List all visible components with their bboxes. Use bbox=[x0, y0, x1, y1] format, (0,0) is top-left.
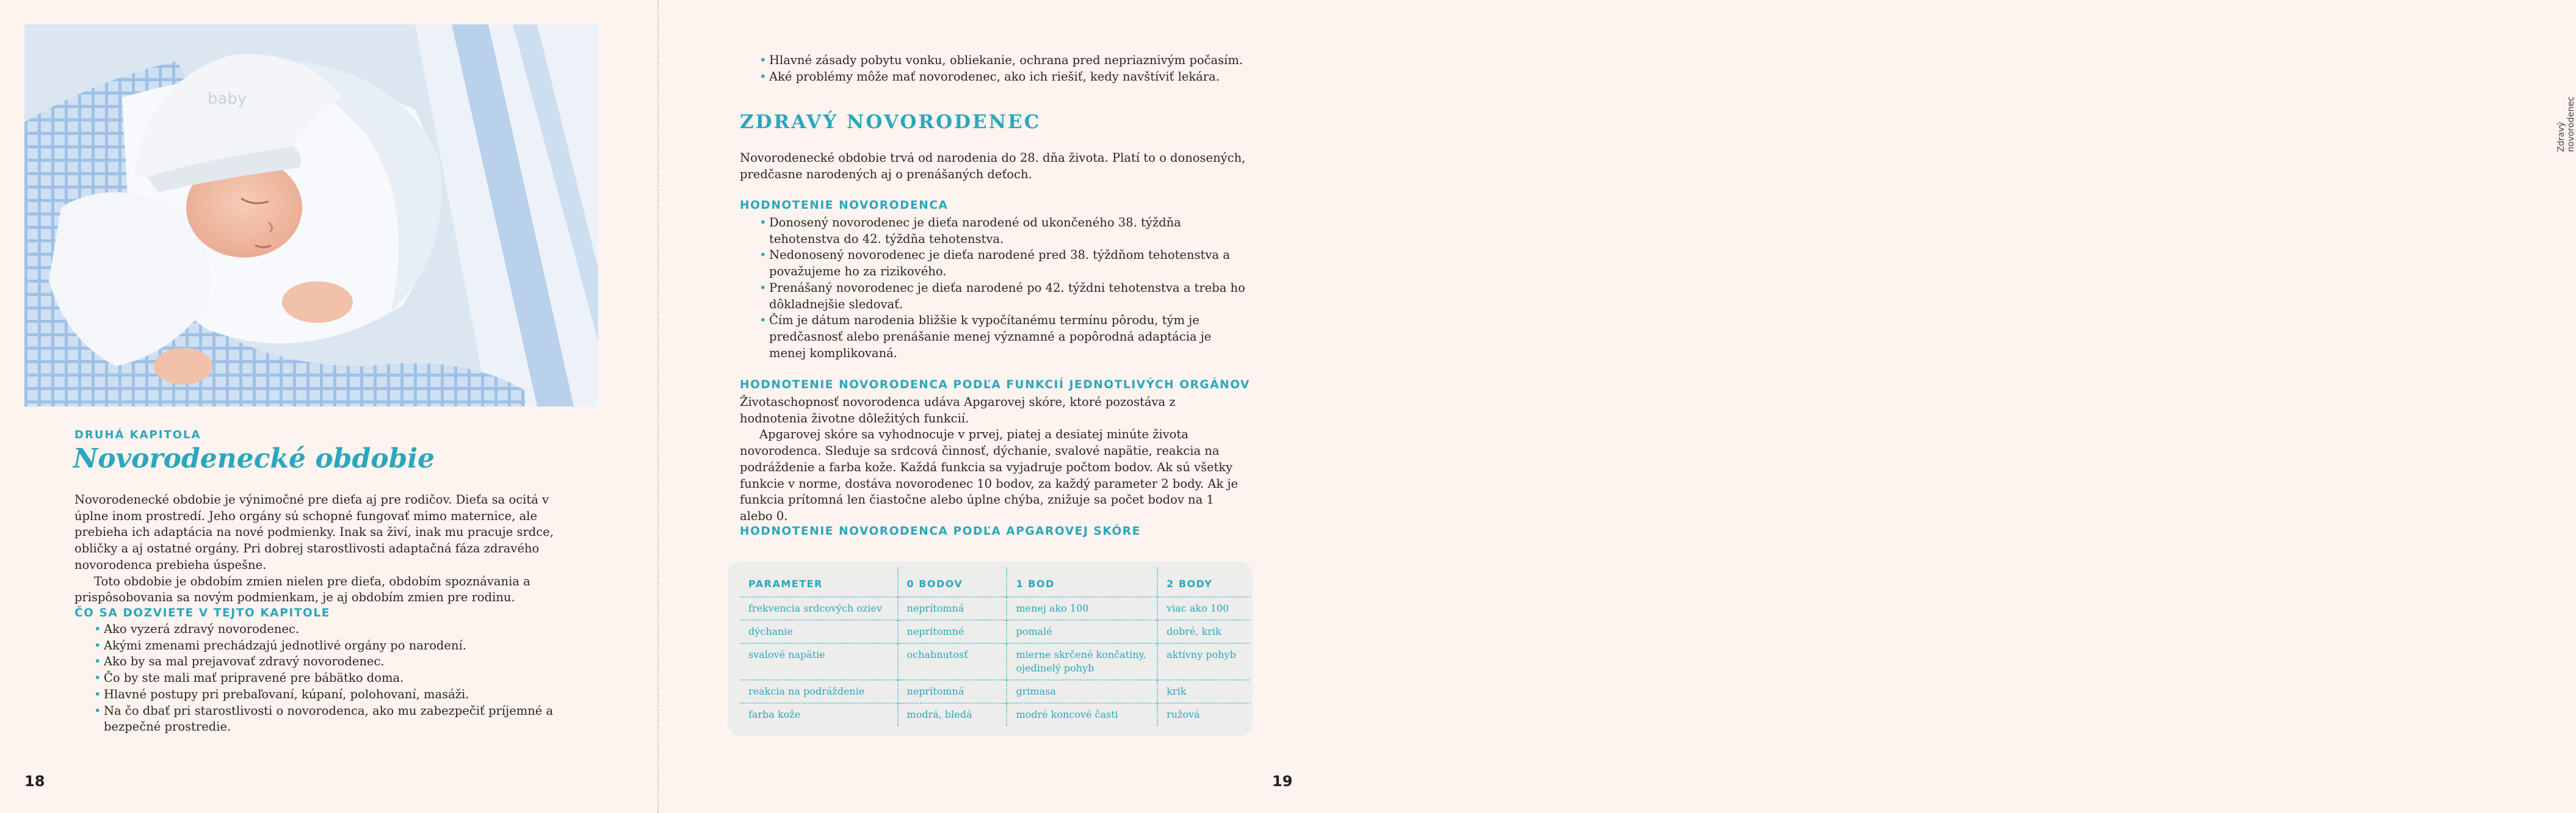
table-header-row bbox=[740, 568, 1250, 597]
table-cell: neprítomná bbox=[898, 597, 1007, 620]
intro-paragraph: Toto obdobie je obdobím zmien nielen pre dieťa, obdobím spoznávania a prispôsobovania sa novým podmienkam, je aj obdobím zmien pre rodinu. bbox=[74, 574, 530, 605]
table-cell: farba kože bbox=[740, 703, 898, 726]
column-header: PARAMETER bbox=[740, 568, 898, 597]
list-item: • Donosený novorodenec je dieťa narodené od ukončeného 38. týždňa tehotenstva do 42. týždňa tehotenstva. bbox=[759, 215, 1248, 247]
chapter-intro bbox=[74, 492, 584, 606]
list-item: • Akými zmenami prechádzajú jednotlivé orgány po narodení. bbox=[94, 638, 558, 654]
list-item: • Prenášaný novorodenec je dieťa narodené po 42. týždni tehotenstva a treba ho dôkladnejšie sledovať. bbox=[759, 280, 1248, 313]
table-cell: ružová bbox=[1157, 703, 1250, 726]
spread-divider bbox=[657, 0, 659, 813]
table-cell: mierne skrčené končatiny, ojedinelý pohyb bbox=[1007, 643, 1157, 680]
column-header: 1 BOD bbox=[1007, 568, 1157, 597]
table-cell: dobré, krik bbox=[1157, 620, 1250, 643]
organs-text bbox=[740, 394, 1246, 525]
list-item: • Ako vyzerá zdravý novorodenec. bbox=[94, 621, 558, 638]
table-row bbox=[740, 680, 1250, 703]
table-cell: frekvencia srdcových oziev bbox=[740, 597, 898, 620]
table-cell: neprítomná bbox=[898, 680, 1007, 703]
apgar-heading: HODNOTENIE NOVORODENCA PODĽA APGAROVEJ SKÓRE bbox=[740, 525, 1141, 538]
table-cell: ochabnutosť bbox=[898, 643, 1007, 680]
table-row bbox=[740, 597, 1250, 620]
table-row bbox=[740, 643, 1250, 680]
apgar-table bbox=[740, 568, 1250, 726]
assessment-heading: HODNOTENIE NOVORODENCA bbox=[740, 199, 949, 212]
page-number-left: 18 bbox=[24, 773, 45, 790]
list-item: • Čo by ste mali mať pripravené pre bábätko doma. bbox=[94, 670, 558, 687]
learn-list-continued bbox=[759, 52, 1260, 85]
page-number-right: 19 bbox=[1272, 773, 1293, 790]
section-title: ZDRAVÝ NOVORODENEC bbox=[740, 111, 1041, 133]
newborn-photo bbox=[24, 24, 598, 406]
list-item: • Hlavné zásady pobytu vonku, obliekanie, ochrana pred nepriaznivým počasím. bbox=[759, 52, 1260, 69]
table-cell: dýchanie bbox=[740, 620, 898, 643]
table-row bbox=[740, 703, 1250, 726]
chapter-label: DRUHÁ KAPITOLA bbox=[74, 428, 201, 441]
table-cell: modrá, bledá bbox=[898, 703, 1007, 726]
table-cell: grimasa bbox=[1007, 680, 1157, 703]
table-cell: modré koncové časti bbox=[1007, 703, 1157, 726]
running-header bbox=[1276, 48, 2576, 152]
list-item: • Aké problémy môže mať novorodenec, ako ich riešiť, kedy navštíviť lekára. bbox=[759, 69, 1260, 85]
table-cell: krik bbox=[1157, 680, 1250, 703]
list-item: • Ako by sa mal prejavovať zdravý novorodenec. bbox=[94, 654, 558, 670]
table-cell: viac ako 100 bbox=[1157, 597, 1250, 620]
list-item: • Hlavné postupy pri prebaľovaní, kúpaní, polohovaní, masáži. bbox=[94, 687, 558, 703]
learn-heading: ČO SA DOZVIETE V TEJTO KAPITOLE bbox=[74, 607, 331, 620]
list-item: • Nedonosený novorodenec je dieťa narodené pred 38. týždňom tehotenstva a považujeme ho za rizikového. bbox=[759, 247, 1248, 280]
organs-paragraph: Apgarovej skóre sa vyhodnocuje v prvej, piatej a desiatej minúte života novorodenca. Sleduje sa srdcová činnosť, dýchanie, svalové napätie, reakcia na podráždenie a farba kože. Každá funkcia sa vyjadruje počtom bodov. Ak sú všetky funkcie v norme, dostáva novorodenec 10 bodov, za každý parameter 2 body. Ak je funkcia prítomná len čiastočne alebo úplne chýba, znižuje sa počet bodov na 1 alebo 0. bbox=[740, 427, 1239, 523]
organs-heading: HODNOTENIE NOVORODENCA PODĽA FUNKCIÍ JEDNOTLIVÝCH ORGÁNOV bbox=[740, 378, 1250, 391]
table-cell: svalové napätie bbox=[740, 643, 898, 680]
intro-paragraph: Novorodenecké obdobie je výnimočné pre dieťa aj pre rodičov. Dieťa sa ocitá v úplne inom prostredí. Jeho orgány sú schopné fungovať mimo maternice, ale prebieha ich adaptácia na nové podmienky. Inak sa živí, inak mu pracuje srdce, obličky a aj ostatné orgány. Pri dobrej starostlivosti adaptačná fáza zdravého novorodenca prebieha úspešne. bbox=[74, 493, 554, 572]
section-intro: Novorodenecké obdobie trvá od narodenia do 28. dňa života. Platí to o donosených, predčasne narodených aj o prenášaných deťoch. bbox=[740, 151, 1246, 181]
table-cell: neprítomné bbox=[898, 620, 1007, 643]
table-cell: reakcia na podráždenie bbox=[740, 680, 898, 703]
assessment-list bbox=[759, 215, 1248, 361]
organs-paragraph: Životaschopnosť novorodenca udáva Apgarovej skóre, ktoré pozostáva z hodnotenia životne dôležitých funkcií. bbox=[740, 395, 1176, 425]
column-header: 0 BODOV bbox=[898, 568, 1007, 597]
running-header-text: Zdravý novorodenec bbox=[2556, 96, 2576, 152]
table-cell: menej ako 100 bbox=[1007, 597, 1157, 620]
list-item: • Čím je dátum narodenia bližšie k vypočítanému termínu pôrodu, tým je predčasnosť alebo prenášanie menej významné a popôrodná adaptácia je menej komplikovaná. bbox=[759, 313, 1248, 361]
column-header: 2 BODY bbox=[1167, 578, 1213, 590]
list-item: • Na čo dbať pri starostlivosti o novorodenca, ako mu zabezpečiť príjemné a bezpečné prostredie. bbox=[94, 703, 558, 735]
apgar-table-card bbox=[728, 562, 1253, 736]
table-row bbox=[740, 620, 1250, 643]
table-cell: aktívny pohyb bbox=[1157, 643, 1250, 680]
chapter-title: Novorodenecké obdobie bbox=[73, 443, 435, 474]
learn-list bbox=[94, 621, 558, 735]
table-cell: pomalé bbox=[1007, 620, 1157, 643]
hat-print: baby bbox=[208, 90, 247, 108]
